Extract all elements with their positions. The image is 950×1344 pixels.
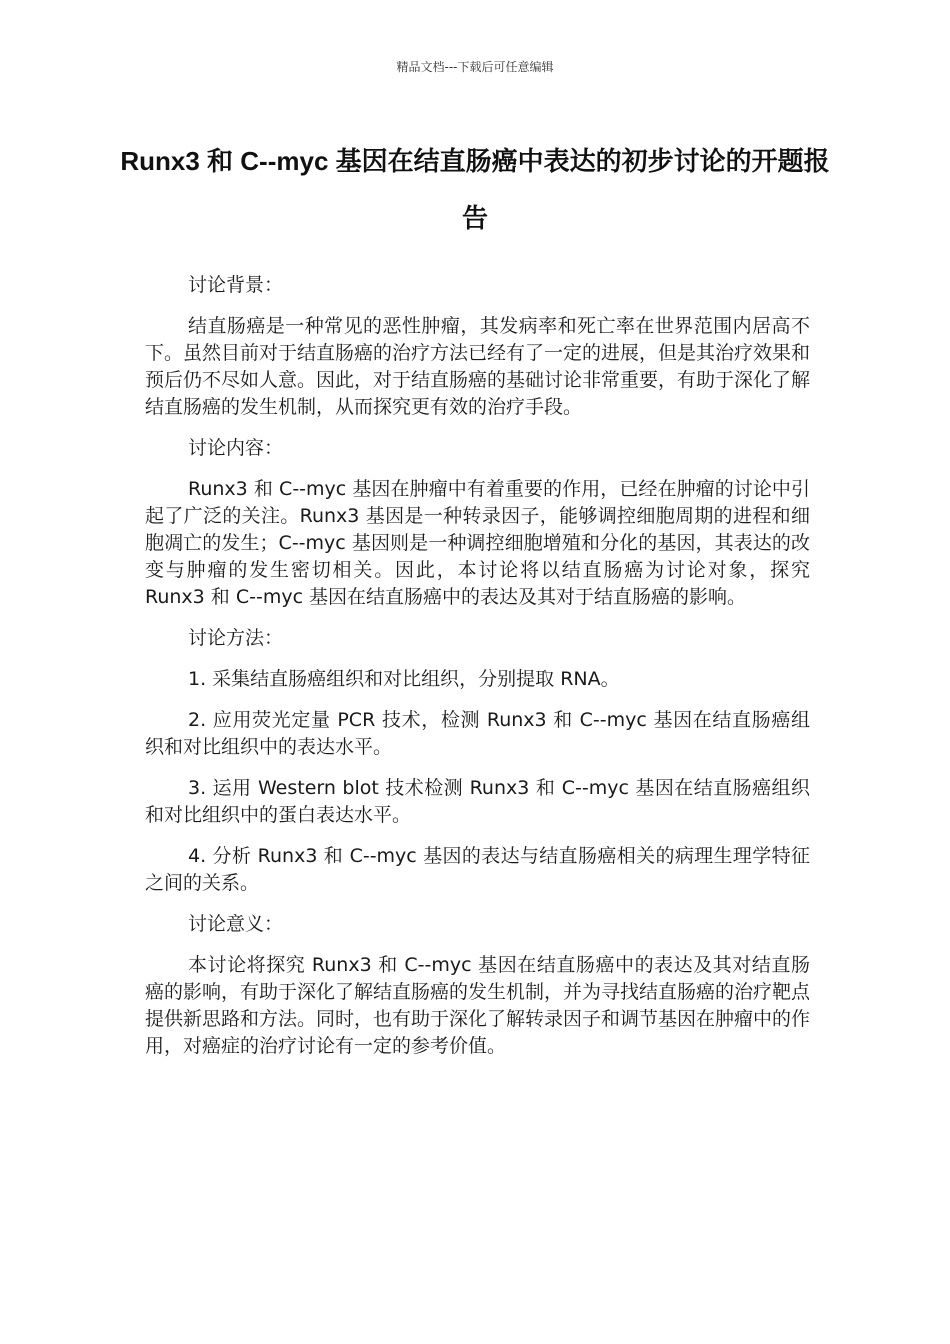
page-title: Runx3 和 C--myc 基因在结直肠癌中表达的初步讨论的开题报告 bbox=[120, 146, 830, 233]
paragraph-content: Runx3 和 C--myc 基因在肿瘤中有着重要的作用，已经在肿瘤的讨论中引起了广泛的关注。Runx3 基因是一种转录因子，能够调控细胞周期的进程和细胞凋亡的发生；C--myc 基因则是一种调控细胞增殖和分化的基因，其表达的改变与肿瘤的发生密切相关。因此，本讨论将以结直肠癌为讨论对象，探究 Runx3 和 C--myc 基因在结直肠癌中的表达及其对于结直肠癌的影响。 bbox=[145, 478, 810, 608]
method-item-3: 3. 运用 Western blot 技术检测 Runx3 和 C--myc 基因在结直肠癌组织和对比组织中的蛋白表达水平。 bbox=[145, 777, 810, 826]
method-item-1: 1. 采集结直肠癌组织和对比组织，分别提取 RNA。 bbox=[188, 668, 620, 690]
paragraph-significance: 本讨论将探究 Runx3 和 C--myc 基因在结直肠癌中的表达及其对结直肠癌的影响，有助于深化了解结直肠癌的发生机制，并为寻找结直肠癌的治疗靶点提供新思路和方法。同时，也有助于深化了解转录因子和调节基因在肿瘤中的作用，对癌症的治疗讨论有一定的参考价值。 bbox=[145, 954, 811, 1057]
header-note: 精品文档---下载后可任意编辑 bbox=[396, 60, 554, 74]
method-item-2: 2. 应用荧光定量 PCR 技术，检测 Runx3 和 C--myc 基因在结直肠癌组织和对比组织中的表达水平。 bbox=[145, 709, 810, 758]
section-heading-content: 讨论内容： bbox=[188, 437, 284, 459]
section-heading-significance: 讨论意义： bbox=[188, 913, 284, 935]
document-body bbox=[145, 272, 810, 1074]
method-item-4: 4. 分析 Runx3 和 C--myc 基因的表达与结直肠癌相关的病理生理学特征之间的关系。 bbox=[145, 845, 810, 894]
section-heading-methods: 讨论方法： bbox=[188, 627, 284, 649]
section-heading-background: 讨论背景： bbox=[188, 274, 284, 296]
paragraph-background: 结直肠癌是一种常见的恶性肿瘤，其发病率和死亡率在世界范围内居高不下。虽然目前对于结直肠癌的治疗方法已经有了一定的进展，但是其治疗效果和预后仍不尽如人意。因此，对于结直肠癌的基础讨论非常重要，有助于深化了解结直肠癌的发生机制，从而探究更有效的治疗手段。 bbox=[145, 315, 811, 418]
